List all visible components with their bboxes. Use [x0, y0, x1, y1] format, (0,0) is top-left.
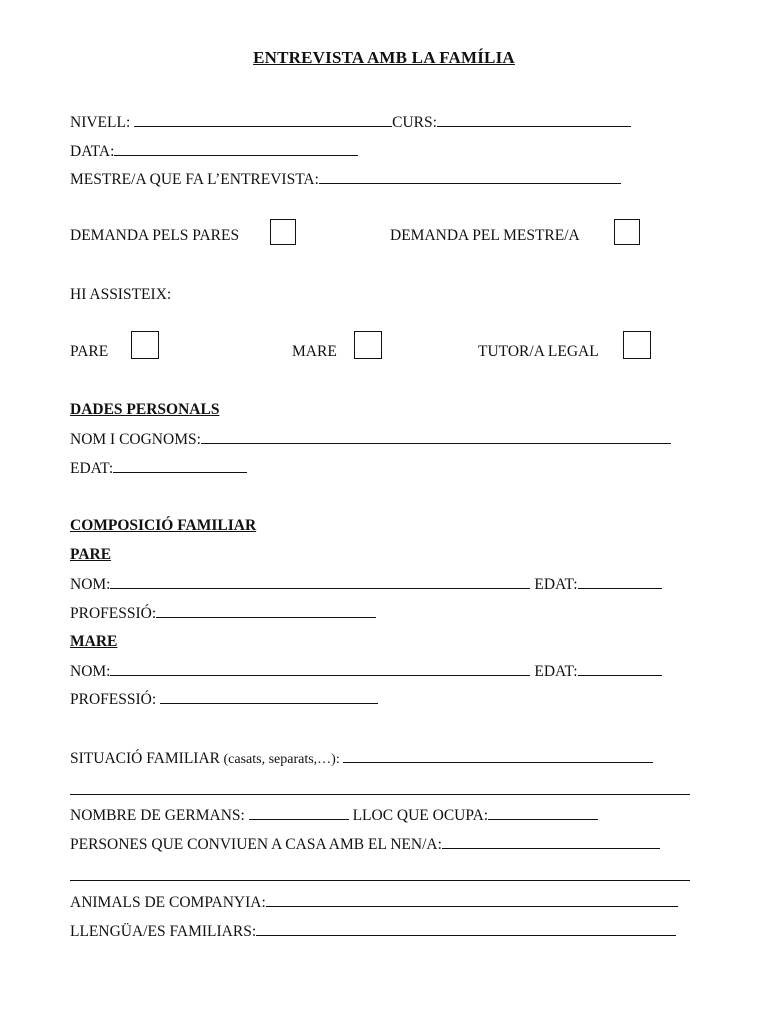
persones-row: [70, 834, 660, 854]
mare-edat-field[interactable]: [578, 661, 662, 676]
nom-cognoms-label: NOM I COGNOMS:: [70, 431, 201, 448]
mestre-field[interactable]: [319, 169, 621, 184]
situacio-row: [70, 748, 653, 768]
mare-edat-label: EDAT:: [534, 663, 578, 680]
pare-professio-field[interactable]: [156, 603, 376, 618]
demanda-mestre-checkbox[interactable]: [614, 219, 640, 245]
persones-field[interactable]: [442, 834, 660, 849]
llengua-field[interactable]: [256, 921, 676, 936]
mare-professio-row: [70, 689, 378, 709]
animals-field[interactable]: [266, 892, 678, 907]
nivell-label: NIVELL:: [70, 114, 135, 131]
germans-label: NOMBRE DE GERMANS:: [70, 807, 249, 824]
pare-nom-row: [70, 574, 662, 594]
nivell-field[interactable]: [134, 112, 392, 127]
mare-label: MARE: [292, 343, 337, 360]
edat-label: EDAT:: [70, 460, 114, 477]
lloc-field[interactable]: [488, 805, 598, 820]
mare-nom-field[interactable]: [110, 661, 530, 676]
mare-nom-row: [70, 661, 662, 681]
mare-nom-label: NOM:: [70, 663, 111, 680]
llengua-label: LLENGÜA/ES FAMILIARS:: [70, 923, 257, 940]
mare-professio-field[interactable]: [160, 689, 378, 704]
demanda-mestre-label: DEMANDA PEL MESTRE/A: [390, 227, 580, 244]
mare-checkbox[interactable]: [354, 331, 382, 359]
situacio-continuation-line[interactable]: [70, 794, 690, 795]
edat-row: [70, 458, 247, 478]
pare-edat-field[interactable]: [578, 574, 662, 589]
mestre-label: MESTRE/A QUE FA L’ENTREVISTA:: [70, 171, 319, 188]
demanda-pares-label: DEMANDA PELS PARES: [70, 227, 240, 244]
situacio-field[interactable]: [343, 748, 653, 763]
tutor-label: TUTOR/A LEGAL: [478, 343, 599, 360]
pare-checkbox[interactable]: [131, 331, 159, 359]
dades-personals-heading: DADES PERSONALS: [70, 401, 220, 418]
pare-label: PARE: [70, 343, 109, 360]
data-label: DATA:: [70, 143, 115, 160]
data-row: [70, 141, 358, 161]
composicio-heading: COMPOSICIÓ FAMILIAR: [70, 517, 257, 534]
demanda-pares-checkbox[interactable]: [270, 219, 296, 245]
germans-field[interactable]: [249, 805, 349, 820]
lloc-label: LLOC QUE OCUPA:: [348, 807, 489, 824]
pare-professio-label: PROFESSIÓ:: [70, 605, 157, 622]
animals-row: [70, 892, 678, 912]
situacio-note: (casats, separats,…):: [219, 752, 344, 767]
assisteix-label: HI ASSISTEIX:: [70, 286, 172, 303]
mare-professio-label: PROFESSIÓ:: [70, 691, 161, 708]
germans-row: [70, 805, 598, 825]
curs-field[interactable]: [437, 112, 631, 127]
mestre-row: [70, 169, 621, 189]
mare-heading: MARE: [70, 633, 118, 650]
data-field[interactable]: [114, 141, 358, 156]
curs-label: CURS:: [392, 114, 437, 131]
pare-professio-row: [70, 603, 376, 623]
pare-edat-label: EDAT:: [534, 576, 578, 593]
pare-heading: PARE: [70, 546, 112, 563]
nivell-curs-row: [70, 112, 631, 132]
situacio-label: SITUACIÓ FAMILIAR: [70, 750, 220, 767]
tutor-checkbox[interactable]: [623, 331, 651, 359]
llengua-row: [70, 921, 676, 941]
nom-cognoms-row: [70, 429, 671, 449]
nom-cognoms-field[interactable]: [201, 429, 671, 444]
form-title: ENTREVISTA AMB LA FAMÍLIA: [253, 48, 515, 67]
pare-nom-label: NOM:: [70, 576, 111, 593]
persones-label: PERSONES QUE CONVIUEN A CASA AMB EL NEN/A:: [70, 836, 442, 853]
edat-field[interactable]: [113, 458, 247, 473]
animals-label: ANIMALS DE COMPANYIA:: [70, 894, 266, 911]
pare-nom-field[interactable]: [110, 574, 530, 589]
persones-continuation-line[interactable]: [70, 880, 690, 881]
